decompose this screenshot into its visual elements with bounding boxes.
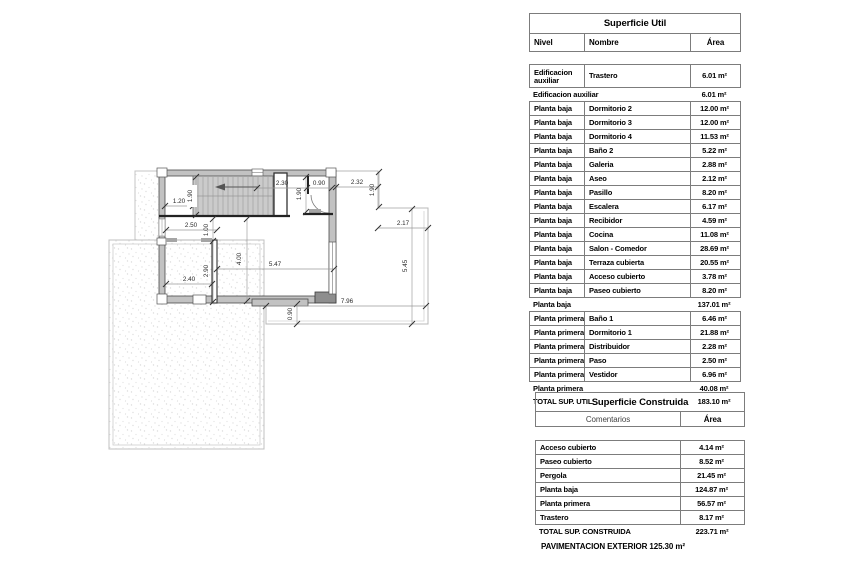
column-header-comentarios: Comentarios <box>585 414 631 424</box>
cell-level: Paseo cubierto <box>540 456 592 466</box>
superficie-construida-title: Superficie Construida <box>535 392 745 412</box>
table-row <box>530 171 740 185</box>
cell-area: 2.28 m² <box>690 340 740 353</box>
table-row <box>536 496 744 510</box>
total-row <box>535 525 745 538</box>
cell-name: Baño 1 <box>584 312 690 325</box>
cell-level: Planta baja <box>534 159 572 169</box>
column-header-area: Área <box>690 34 740 51</box>
table-row <box>530 325 740 339</box>
cell-area: 2.12 m² <box>690 172 740 185</box>
table-row <box>530 339 740 353</box>
cell-name: Terraza cubierta <box>584 256 690 269</box>
cell-area: 28.69 m² <box>690 242 740 255</box>
cell-area: 8.17 m² <box>680 511 744 524</box>
cell-level: Planta baja <box>534 243 572 253</box>
cell-level: Edificacion auxiliar <box>533 89 599 99</box>
cell-area: 6.01 m² <box>690 65 740 87</box>
dimension-label: 2.40 <box>182 276 196 283</box>
table-block <box>535 440 745 525</box>
cell-area: 21.45 m² <box>680 469 744 482</box>
column-header-area: Área <box>680 412 744 426</box>
cell-name: Dormitorio 3 <box>584 116 690 129</box>
dimension-label: 2.50 <box>184 222 198 229</box>
cell-name: Dormitorio 4 <box>584 130 690 143</box>
cell-name: Cocina <box>584 228 690 241</box>
dimension-label: 2.17 <box>396 220 410 227</box>
table-row <box>536 468 744 482</box>
cell-area: 183.10 m² <box>697 396 731 406</box>
superficie-util-body <box>529 64 741 408</box>
cell-level: Planta baja <box>534 215 572 225</box>
cell-name: Vestidor <box>584 368 690 381</box>
cell-area: 8.20 m² <box>690 284 740 297</box>
cell-level: Planta baja <box>534 285 572 295</box>
table-row <box>530 129 740 143</box>
cell-level: Pergola <box>540 470 567 480</box>
cell-name: Distribuidor <box>584 340 690 353</box>
cell-name: Paso <box>584 354 690 367</box>
cell-name: Trastero <box>584 65 690 87</box>
table-row <box>530 157 740 171</box>
cell-area: 12.00 m² <box>690 116 740 129</box>
dimension-label: 2.30 <box>275 180 289 187</box>
cell-level: Planta baja <box>540 484 578 494</box>
table-row <box>530 241 740 255</box>
superficie-util-table <box>529 13 741 408</box>
superficie-construida-header <box>535 412 745 427</box>
pavimentacion-exterior-note: PAVIMENTACION EXTERIOR 125.30 m² <box>541 542 685 551</box>
cell-area: 11.53 m² <box>690 130 740 143</box>
cell-level: TOTAL SUP. CONSTRUIDA <box>539 526 631 536</box>
dimension-label: 1.90 <box>369 183 376 197</box>
dimension-label: 1.00 <box>203 223 210 237</box>
dimension-label: 5.47 <box>268 261 282 268</box>
cell-area: 21.88 m² <box>690 326 740 339</box>
cell-level: Planta baja <box>534 187 572 197</box>
cell-level: Planta primera <box>534 341 584 351</box>
table-row <box>530 269 740 283</box>
table-row <box>530 353 740 367</box>
table-row <box>530 185 740 199</box>
superficie-construida-table <box>535 392 745 538</box>
cell-level: Planta primera <box>540 498 591 508</box>
table-block <box>529 101 741 298</box>
cell-name: Baño 2 <box>584 144 690 157</box>
table-row <box>536 441 744 454</box>
superficie-construida-body <box>535 440 745 538</box>
table-row <box>530 102 740 115</box>
cell-name: Escalera <box>584 200 690 213</box>
subtotal-row <box>529 298 741 311</box>
dimension-label: 4.00 <box>236 252 243 266</box>
cell-area: 6.46 m² <box>690 312 740 325</box>
column-header-nombre: Nombre <box>584 34 690 51</box>
dimension-label: 7.96 <box>340 298 354 305</box>
cell-name: Recibidor <box>584 214 690 227</box>
table-row <box>530 227 740 241</box>
column-header-nivel: Nivel <box>534 38 553 47</box>
superficie-util-header <box>529 34 741 52</box>
dimension-label: 2.32 <box>350 179 364 186</box>
cell-level: Planta baja <box>534 271 572 281</box>
cell-name: Galeria <box>584 158 690 171</box>
cell-area: 4.14 m² <box>680 441 744 454</box>
cell-level: Planta baja <box>534 173 572 183</box>
cell-level: Planta baja <box>534 131 572 141</box>
table-row <box>530 312 740 325</box>
staircase <box>159 173 290 216</box>
cell-level: Edificacion auxiliar <box>534 68 573 85</box>
cell-level: Planta baja <box>534 103 572 113</box>
cell-name: Salon - Comedor <box>584 242 690 255</box>
cell-area: 137.01 m² <box>697 299 731 309</box>
table-row <box>536 482 744 496</box>
dimension-label: 0.90 <box>312 180 326 187</box>
cell-area: 2.50 m² <box>690 354 740 367</box>
table-row <box>530 199 740 213</box>
dimension-label: 5.45 <box>402 259 409 273</box>
cell-area: 6.96 m² <box>690 368 740 381</box>
cell-level: Planta primera <box>534 369 584 379</box>
table-block <box>529 64 741 88</box>
table-row <box>530 213 740 227</box>
cell-area: 124.87 m² <box>680 483 744 496</box>
dimension-label: 0.90 <box>287 307 294 321</box>
cell-level: Planta baja <box>534 145 572 155</box>
cell-area: 8.52 m² <box>680 455 744 468</box>
cell-area: 56.57 m² <box>680 497 744 510</box>
cell-level: TOTAL SUP. UTIL <box>533 396 593 406</box>
cell-level: Trastero <box>540 512 569 522</box>
cell-name: Dormitorio 1 <box>584 326 690 339</box>
cell-level: Planta primera <box>533 383 584 393</box>
cell-area: 5.22 m² <box>690 144 740 157</box>
cell-name: Paseo cubierto <box>584 284 690 297</box>
door-sill <box>309 209 321 213</box>
cell-level: Planta baja <box>533 299 571 309</box>
table-row <box>530 255 740 269</box>
table-row <box>536 454 744 468</box>
cell-area: 3.78 m² <box>690 270 740 283</box>
cell-name: Acceso cubierto <box>584 270 690 283</box>
cell-area: 6.01 m² <box>701 89 727 99</box>
cell-area: 8.20 m² <box>690 186 740 199</box>
table-row <box>530 115 740 129</box>
cell-area: 223.71 m² <box>695 526 729 536</box>
dimension-label: 2.90 <box>203 264 210 278</box>
table-row <box>530 283 740 297</box>
cell-name: Dormitorio 2 <box>584 102 690 115</box>
dimension-label: 1.90 <box>187 189 194 203</box>
dimension-label: 1.90 <box>296 187 303 201</box>
cell-name: Pasillo <box>584 186 690 199</box>
cell-level: Planta primera <box>534 313 584 323</box>
cell-level: Planta primera <box>534 355 584 365</box>
table-row <box>530 367 740 381</box>
cell-name: Aseo <box>584 172 690 185</box>
superficie-util-title: Superficie Util <box>529 13 741 34</box>
table-row <box>530 65 740 87</box>
cell-area: 40.08 m² <box>699 383 729 393</box>
cell-level: Acceso cubierto <box>540 442 597 452</box>
cell-level: Planta baja <box>534 229 572 239</box>
cell-level: Planta primera <box>534 327 584 337</box>
cell-area: 2.88 m² <box>690 158 740 171</box>
cell-area: 11.08 m² <box>690 228 740 241</box>
table-row <box>536 510 744 524</box>
table-row <box>530 143 740 157</box>
dimension-label: 1.20 <box>172 198 186 205</box>
subtotal-row <box>529 88 741 101</box>
cell-level: Planta baja <box>534 117 572 127</box>
cell-area: 4.59 m² <box>690 214 740 227</box>
table-block <box>529 311 741 382</box>
cell-level: Planta baja <box>534 257 572 267</box>
cell-area: 12.00 m² <box>690 102 740 115</box>
cell-area: 20.55 m² <box>690 256 740 269</box>
cell-area: 6.17 m² <box>690 200 740 213</box>
cell-level: Planta baja <box>534 201 572 211</box>
